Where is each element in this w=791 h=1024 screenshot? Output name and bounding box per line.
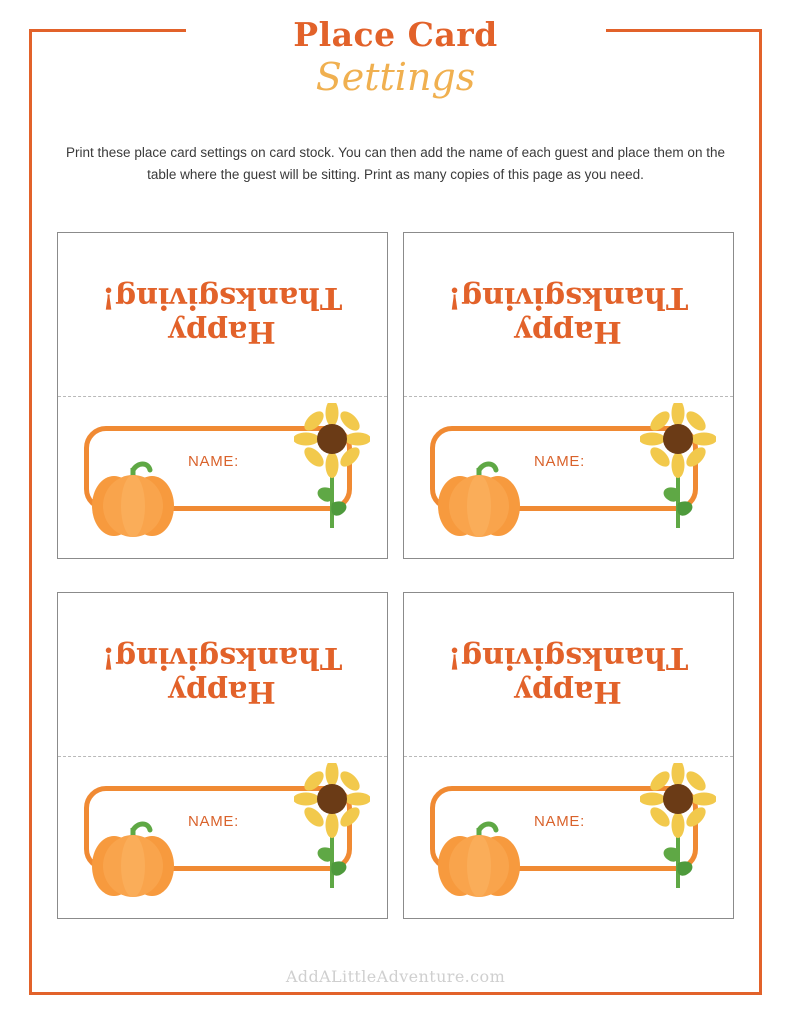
card-greeting-panel [404, 233, 733, 396]
greeting-line-2: Thanksgiving! [102, 640, 343, 676]
greeting-line-2: Thanksgiving! [448, 640, 689, 676]
greeting-text [102, 641, 342, 708]
greeting-line-1: Happy [168, 313, 277, 349]
page-title: Place Card [293, 15, 498, 54]
pumpkin-icon [432, 458, 526, 538]
name-label: NAME: [534, 452, 586, 470]
name-label: NAME: [188, 812, 240, 830]
card-greeting-panel [404, 593, 733, 756]
greeting-text [448, 641, 688, 708]
place-card [403, 232, 734, 559]
sunflower-icon [294, 403, 370, 533]
card-greeting-panel [58, 233, 387, 396]
sunflower-icon [640, 403, 716, 533]
card-name-panel [404, 396, 733, 559]
pumpkin-icon [86, 458, 180, 538]
greeting-line-2: Thanksgiving! [448, 280, 689, 316]
greeting-line-1: Happy [514, 313, 623, 349]
pumpkin-icon [86, 818, 180, 898]
greeting-text [448, 281, 688, 348]
place-card-grid [57, 232, 734, 919]
place-card [57, 592, 388, 919]
name-label: NAME: [534, 812, 586, 830]
place-card [57, 232, 388, 559]
card-name-panel [404, 756, 733, 919]
greeting-line-1: Happy [514, 673, 623, 709]
sunflower-icon [640, 763, 716, 893]
instructions-text: Print these place card settings on card stock. You can then add the name of each guest and place them on the table where the guest will be sitting. Print as many copies of this page as you need. [66, 145, 725, 182]
greeting-line-1: Happy [168, 673, 277, 709]
page-title-block [186, 12, 606, 104]
card-name-panel [58, 756, 387, 919]
place-card [403, 592, 734, 919]
card-name-panel [58, 396, 387, 559]
greeting-line-2: Thanksgiving! [102, 280, 343, 316]
greeting-text [102, 281, 342, 348]
page-subtitle: Settings [315, 54, 476, 99]
name-label: NAME: [188, 452, 240, 470]
watermark: AddALittleAdventure.com [285, 967, 506, 986]
card-greeting-panel [58, 593, 387, 756]
pumpkin-icon [432, 818, 526, 898]
sunflower-icon [294, 763, 370, 893]
